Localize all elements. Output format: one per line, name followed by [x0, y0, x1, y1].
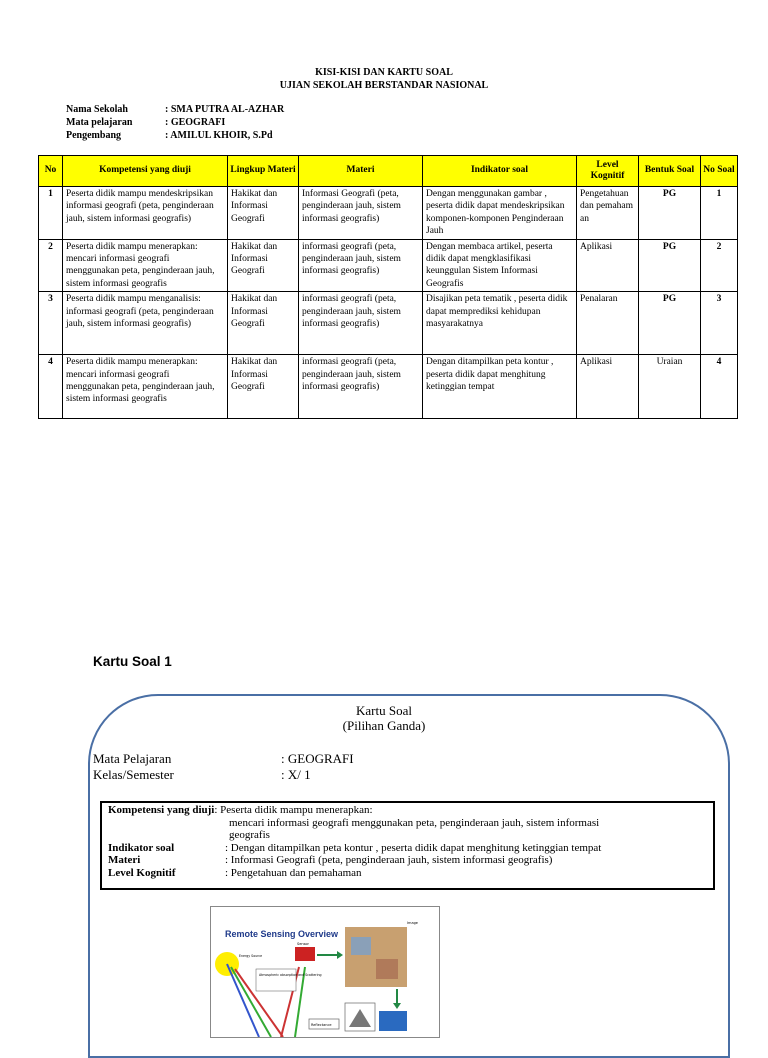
card-detail-box [100, 801, 715, 890]
kompetensi-label: Kompetensi yang diuji [108, 804, 215, 816]
cell-materi: informasi geografi (peta, penginderaan jauh, sistem informasi geografis) [299, 239, 423, 292]
indikator-row [108, 842, 707, 855]
cell-lingkup: Hakikat dan Informasi Geografi [228, 187, 299, 240]
cell-lingkup: Hakikat dan Informasi Geografi [228, 355, 299, 419]
table-row [39, 292, 738, 355]
remote-sensing-diagram [211, 907, 439, 1037]
sensor-icon [295, 947, 315, 961]
arrow-head [337, 951, 343, 959]
column-header-materi: Materi [299, 156, 423, 187]
level-value: : Pengetahuan dan pemahaman [225, 866, 362, 879]
table-row [39, 239, 738, 292]
cell-materi: Informasi Geografi (peta, penginderaan jauh, sistem informasi geografis) [299, 187, 423, 240]
meta-label: Pengembang [66, 130, 121, 141]
cell-indikator: Disajikan peta tematik , peserta didik dapat memprediksi kehidupan masyarakatnya [423, 292, 577, 355]
cell-indikator: Dengan ditampilkan peta kontur , peserta didik dapat menghitung ketinggian tempat [423, 355, 577, 419]
satellite-image-part [351, 937, 371, 955]
column-header-level: Level Kognitif [577, 156, 639, 187]
cell-bentuk: PG [639, 187, 701, 240]
kompetensi-value-line3: geografis [229, 829, 270, 841]
cell-kompetensi: Peserta didik mampu menganalisis: informasi geografi (peta, penginderaan jauh, sistem informasi geografis) [63, 292, 228, 355]
meta-value: : AMILUL KHOIR, S.Pd [165, 130, 273, 141]
table-header-row [39, 156, 738, 187]
cell-no-soal: 2 [701, 239, 738, 292]
card-subtitle: (Pilihan Ganda) [342, 718, 426, 733]
computer-icon [379, 1011, 407, 1031]
meta-row-school [66, 103, 284, 116]
materi-row [108, 854, 707, 867]
cell-level: Penalaran [577, 292, 639, 355]
info-value: : GEOGRAFI [281, 751, 354, 766]
cell-no: 1 [39, 187, 63, 240]
card-info-subject [93, 751, 354, 766]
kompetensi-value: : Peserta didik mampu menerapkan: [214, 804, 373, 816]
meta-value: : SMA PUTRA AL-AZHAR [165, 104, 285, 115]
cell-lingkup: Hakikat dan Informasi Geografi [228, 292, 299, 355]
arrow-head [393, 1003, 401, 1009]
indikator-value: : Dengan ditampilkan peta kontur , peserta didik dapat menghitung ketinggian tempat [225, 841, 602, 854]
card-heading: Kartu Soal 1 [93, 654, 172, 669]
info-value: : X/ 1 [281, 767, 311, 782]
meta-row-subject [66, 116, 284, 129]
cell-level: Aplikasi [577, 355, 639, 419]
cell-bentuk: Uraian [639, 355, 701, 419]
document-meta [66, 103, 284, 142]
diagram-label: Reflectance [311, 1023, 332, 1027]
kompetensi-value-line2: mencari informasi geografi menggunakan peta, penginderaan jauh, sistem informasi [229, 816, 600, 829]
figure-title: Remote Sensing Overview [225, 929, 339, 939]
cell-level: Aplikasi [577, 239, 639, 292]
remote-sensing-figure [210, 906, 440, 1038]
cell-no: 3 [39, 292, 63, 355]
meta-label: Nama Sekolah [66, 104, 128, 115]
level-row [108, 867, 707, 880]
info-label: Kelas/Semester [93, 767, 174, 782]
table-row [39, 355, 738, 419]
materi-value: : Informasi Geografi (peta, penginderaan jauh, sistem informasi geografis) [225, 854, 553, 866]
cell-indikator: Dengan menggunakan gambar , peserta didik dapat mendeskripsikan komponen-komponen Penginderaan Jauh [423, 187, 577, 240]
column-header-lingkup: Lingkup Materi [228, 156, 299, 187]
document-title: KISI-KISI DAN KARTU SOAL [315, 67, 453, 78]
cell-level: Pengetahuan dan pemahaman [577, 187, 639, 240]
cell-kompetensi: Peserta didik mampu menerapkan: mencari informasi geografi menggunakan peta, penginderaan jauh, sistem informasi geografis [63, 239, 228, 292]
cell-no-soal: 1 [701, 187, 738, 240]
diagram-label: Image [407, 921, 418, 925]
column-header-no: No [39, 156, 63, 187]
column-header-kompetensi: Kompetensi yang diuji [63, 156, 228, 187]
kompetensi-row [108, 804, 707, 817]
cell-lingkup: Hakikat dan Informasi Geografi [228, 239, 299, 292]
cell-materi: informasi geografi (peta, penginderaan jauh, sistem informasi geografis) [299, 355, 423, 419]
cell-no-soal: 3 [701, 292, 738, 355]
diagram-label: Energy Source [239, 954, 263, 958]
meta-row-developer [66, 129, 284, 142]
cell-no: 2 [39, 239, 63, 292]
cell-indikator: Dengan membaca artikel, peserta didik dapat mengklasifikasi keunggulan Sistem Informasi Geografis [423, 239, 577, 292]
ray-line [227, 964, 259, 1037]
card-info-class [93, 767, 311, 782]
cell-bentuk: PG [639, 239, 701, 292]
cell-no: 4 [39, 355, 63, 419]
diagram-label: Atmospheric absorption and Scattering [259, 973, 322, 977]
column-header-no-soal: No Soal [701, 156, 738, 187]
materi-label: Materi [108, 854, 141, 866]
document-subtitle: UJIAN SEKOLAH BERSTANDAR NASIONAL [279, 80, 489, 91]
meta-value: : GEOGRAFI [165, 117, 226, 128]
cell-no-soal: 4 [701, 355, 738, 419]
cell-kompetensi: Peserta didik mampu menerapkan: mencari informasi geografi menggunakan peta, penginderaan jauh, sistem informasi geografis [63, 355, 228, 419]
satellite-image-part [376, 959, 398, 979]
cell-materi: informasi geografi (peta, penginderaan jauh, sistem informasi geografis) [299, 292, 423, 355]
table-row [39, 187, 738, 240]
kisi-kisi-table [38, 155, 738, 419]
column-header-indikator: Indikator soal [423, 156, 577, 187]
column-header-bentuk: Bentuk Soal [639, 156, 701, 187]
meta-label: Mata pelajaran [66, 117, 133, 128]
info-label: Mata Pelajaran [93, 751, 172, 766]
diagram-label: Sensor [297, 942, 309, 946]
cell-bentuk: PG [639, 292, 701, 355]
indikator-label: Indikator soal [108, 841, 175, 854]
card-title: Kartu Soal [356, 703, 412, 718]
cell-kompetensi: Peserta didik mampu mendeskripsikan informasi geografi (peta, penginderaan jauh, sistem informasi geografis) [63, 187, 228, 240]
level-label: Level Kognitif [108, 866, 176, 879]
